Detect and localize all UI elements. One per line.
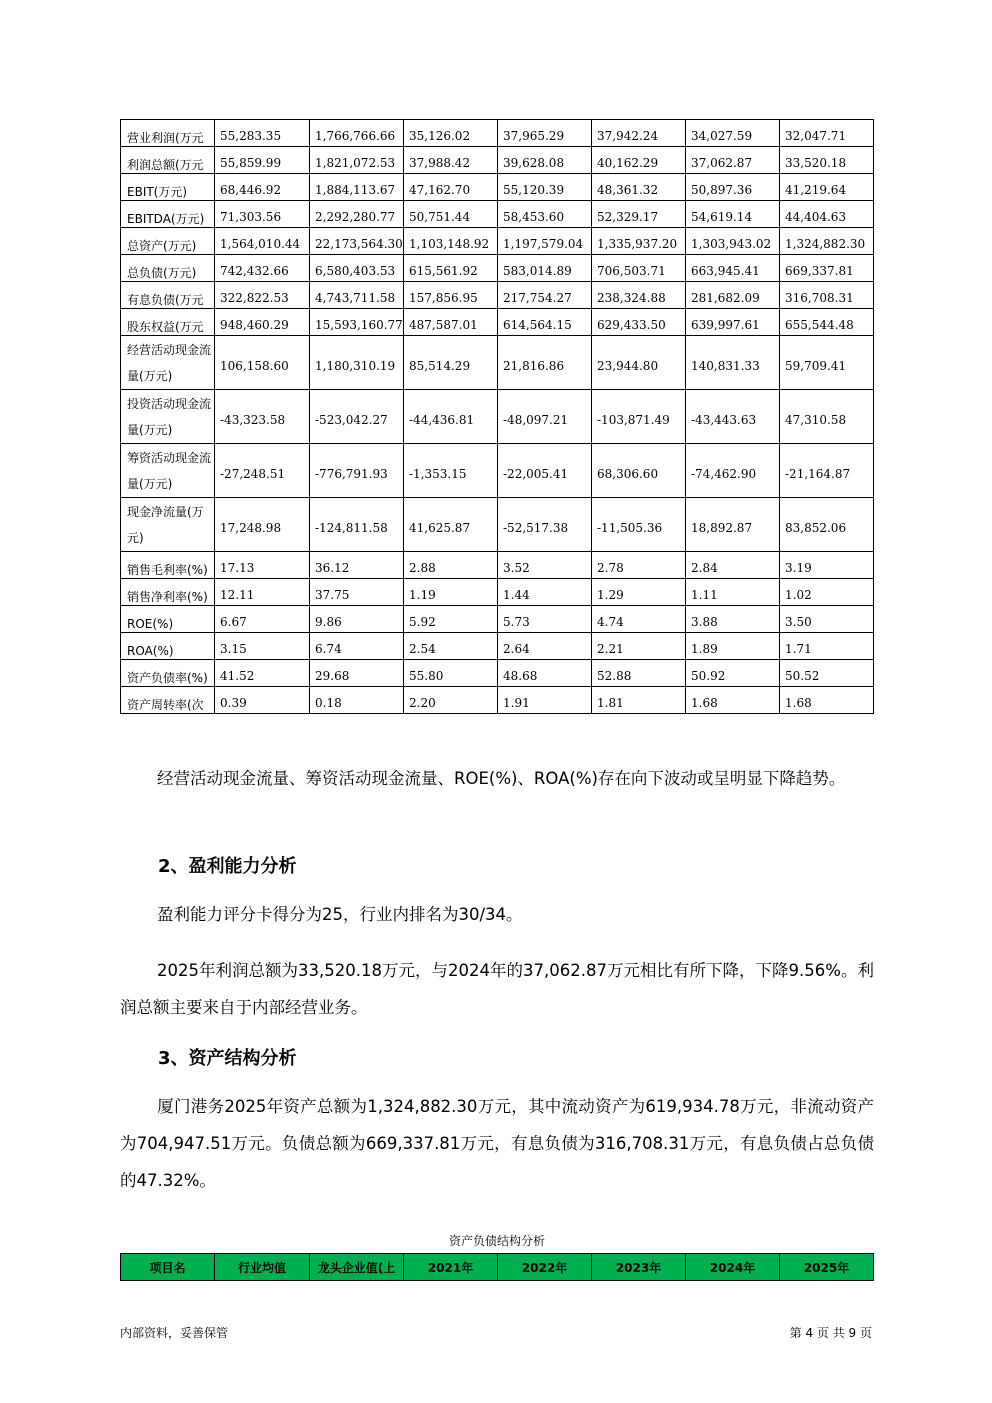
cell-value: 52,329.17 [592, 201, 686, 228]
cell-value: 52.88 [592, 660, 686, 687]
cell-value: -74,462.90 [686, 444, 780, 498]
cell-value: 1,324,882.30 [780, 228, 874, 255]
cell-value: 22,173,564.30 [310, 228, 404, 255]
row-label: 营业利润(万元 [121, 120, 215, 147]
row-label: 总负债(万元) [121, 255, 215, 282]
cell-value: 1,821,072.53 [310, 147, 404, 174]
table-row [121, 444, 874, 498]
cell-value: 655,544.48 [780, 309, 874, 336]
cell-value: 2,292,280.77 [310, 201, 404, 228]
cell-value: 3.15 [215, 633, 310, 660]
column-header: 龙头企业值(上 [310, 1254, 404, 1281]
cell-value: 12.11 [215, 579, 310, 606]
cell-value: 40,162.29 [592, 147, 686, 174]
cell-value: 0.39 [215, 687, 310, 714]
cell-value: 18,892.87 [686, 498, 780, 552]
cell-value: 2.20 [404, 687, 498, 714]
column-header: 2021年 [404, 1254, 498, 1281]
cell-value: 1,180,310.19 [310, 336, 404, 390]
cell-value: 9.86 [310, 606, 404, 633]
cell-value: 615,561.92 [404, 255, 498, 282]
table-row [121, 228, 874, 255]
cell-value: 5.73 [498, 606, 592, 633]
cell-value: -52,517.38 [498, 498, 592, 552]
cell-value: 238,324.88 [592, 282, 686, 309]
cell-value: 3.50 [780, 606, 874, 633]
column-header: 2023年 [592, 1254, 686, 1281]
cell-value: 140,831.33 [686, 336, 780, 390]
cell-value: 1.81 [592, 687, 686, 714]
table-row [121, 606, 874, 633]
cell-value: 1.68 [686, 687, 780, 714]
table-row [121, 687, 874, 714]
row-label: 现金净流量(万元) [121, 498, 215, 552]
cell-value: 2.54 [404, 633, 498, 660]
footer-confidential-note: 内部资料，妥善保管 [120, 1326, 229, 1340]
cell-value: -27,248.51 [215, 444, 310, 498]
cell-value: 34,027.59 [686, 120, 780, 147]
cell-value: 37,062.87 [686, 147, 780, 174]
cell-value: 32,047.71 [780, 120, 874, 147]
cell-value: 316,708.31 [780, 282, 874, 309]
cell-value: -43,323.58 [215, 390, 310, 444]
cell-value: 48.68 [498, 660, 592, 687]
row-label: EBIT(万元) [121, 174, 215, 201]
cell-value: 2.64 [498, 633, 592, 660]
cell-value: -523,042.27 [310, 390, 404, 444]
cell-value: 3.52 [498, 552, 592, 579]
financial-metrics-table [120, 119, 874, 714]
table-row [121, 255, 874, 282]
cell-value: 4.74 [592, 606, 686, 633]
cell-value: 1.19 [404, 579, 498, 606]
cell-value: 15,593,160.77 [310, 309, 404, 336]
cell-value: 1.89 [686, 633, 780, 660]
table-row [121, 120, 874, 147]
cell-value: 50,751.44 [404, 201, 498, 228]
cell-value: 35,126.02 [404, 120, 498, 147]
cell-value: 37,965.29 [498, 120, 592, 147]
cell-value: 948,460.29 [215, 309, 310, 336]
cell-value: 6,580,403.53 [310, 255, 404, 282]
table-row [121, 579, 874, 606]
column-header: 项目名 [121, 1254, 215, 1281]
cell-value: 58,453.60 [498, 201, 592, 228]
cell-value: 71,303.56 [215, 201, 310, 228]
row-label: ROA(%) [121, 633, 215, 660]
cell-value: 68,306.60 [592, 444, 686, 498]
cell-value: 2.88 [404, 552, 498, 579]
cell-value: 281,682.09 [686, 282, 780, 309]
cell-value: 47,162.70 [404, 174, 498, 201]
cell-value: -11,505.36 [592, 498, 686, 552]
cell-value: -48,097.21 [498, 390, 592, 444]
cell-value: 55,120.39 [498, 174, 592, 201]
row-label: 总资产(万元) [121, 228, 215, 255]
cell-value: -43,443.63 [686, 390, 780, 444]
cell-value: 1,335,937.20 [592, 228, 686, 255]
table-row [121, 336, 874, 390]
cell-value: 37,988.42 [404, 147, 498, 174]
footer-page-number: 第 4 页 共 9 页 [789, 1326, 872, 1340]
cell-value: -21,164.87 [780, 444, 874, 498]
cell-value: -44,436.81 [404, 390, 498, 444]
cell-value: 1.11 [686, 579, 780, 606]
asset-detail-paragraph: 厦门港务2025年资产总额为1,324,882.30万元，其中流动资产为619,934.78万元，非流动资产为704,947.51万元。负债总额为669,337.81万元，有息负债为316,708.31万元，有息负债占总负债的47.32%。 [120, 1097, 874, 1190]
table-row [121, 309, 874, 336]
table-row [121, 552, 874, 579]
row-label: EBITDA(万元) [121, 201, 215, 228]
cell-value: -776,791.93 [310, 444, 404, 498]
cell-value: 2.78 [592, 552, 686, 579]
trend-paragraph: 经营活动现金流量、筹资活动现金流量、ROE(%)、ROA(%)存在向下波动或呈明显下降趋势。 [157, 769, 846, 788]
cell-value: 23,944.80 [592, 336, 686, 390]
row-label: 销售毛利率(%) [121, 552, 215, 579]
cell-value: 68,446.92 [215, 174, 310, 201]
cell-value: 6.67 [215, 606, 310, 633]
cell-value: 4,743,711.58 [310, 282, 404, 309]
cell-value: 106,158.60 [215, 336, 310, 390]
cell-value: 2.84 [686, 552, 780, 579]
cell-value: 55,283.35 [215, 120, 310, 147]
table-row [121, 633, 874, 660]
cell-value: 217,754.27 [498, 282, 592, 309]
cell-value: 33,520.18 [780, 147, 874, 174]
table-row [121, 390, 874, 444]
cell-value: 41,625.87 [404, 498, 498, 552]
cell-value: 6.74 [310, 633, 404, 660]
cell-value: 85,514.29 [404, 336, 498, 390]
cell-value: 663,945.41 [686, 255, 780, 282]
table-row [121, 174, 874, 201]
table-row [121, 282, 874, 309]
row-label: 筹资活动现金流量(万元) [121, 444, 215, 498]
cell-value: 37.75 [310, 579, 404, 606]
row-label: 利润总额(万元 [121, 147, 215, 174]
cell-value: 157,856.95 [404, 282, 498, 309]
profit-score-paragraph: 盈利能力评分卡得分为25，行业内排名为30/34。 [157, 905, 523, 924]
cell-value: 44,404.63 [780, 201, 874, 228]
cell-value: 1.91 [498, 687, 592, 714]
cell-value: 39,628.08 [498, 147, 592, 174]
column-header: 2024年 [686, 1254, 780, 1281]
cell-value: 17.13 [215, 552, 310, 579]
table-row [121, 660, 874, 687]
cell-value: 1,564,010.44 [215, 228, 310, 255]
cell-value: 37,942.24 [592, 120, 686, 147]
cell-value: 83,852.06 [780, 498, 874, 552]
cell-value: 583,014.89 [498, 255, 592, 282]
cell-value: 1,884,113.67 [310, 174, 404, 201]
cell-value: -1,353.15 [404, 444, 498, 498]
column-header: 2022年 [498, 1254, 592, 1281]
cell-value: 1,303,943.02 [686, 228, 780, 255]
cell-value: 17,248.98 [215, 498, 310, 552]
cell-value: 41.52 [215, 660, 310, 687]
cell-value: 29.68 [310, 660, 404, 687]
cell-value: 1,766,766.66 [310, 120, 404, 147]
cell-value: -124,811.58 [310, 498, 404, 552]
row-label: 销售净利率(%) [121, 579, 215, 606]
column-header: 行业均值 [215, 1254, 310, 1281]
cell-value: -22,005.41 [498, 444, 592, 498]
cell-value: 1.29 [592, 579, 686, 606]
asset-liability-structure-table [120, 1253, 874, 1281]
cell-value: 50,897.36 [686, 174, 780, 201]
profit-analysis-heading: 2、盈利能力分析 [158, 856, 297, 877]
cell-value: 1.44 [498, 579, 592, 606]
asset-structure-heading: 3、资产结构分析 [158, 1048, 297, 1069]
cell-value: 742,432.66 [215, 255, 310, 282]
row-label: 经营活动现金流量(万元) [121, 336, 215, 390]
cell-value: 1,103,148.92 [404, 228, 498, 255]
cell-value: 1.68 [780, 687, 874, 714]
cell-value: 48,361.32 [592, 174, 686, 201]
cell-value: 1.02 [780, 579, 874, 606]
row-label: 资产周转率(次 [121, 687, 215, 714]
cell-value: 629,433.50 [592, 309, 686, 336]
cell-value: 0.18 [310, 687, 404, 714]
cell-value: 487,587.01 [404, 309, 498, 336]
cell-value: 55,859.99 [215, 147, 310, 174]
cell-value: 706,503.71 [592, 255, 686, 282]
row-label: ROE(%) [121, 606, 215, 633]
cell-value: 3.19 [780, 552, 874, 579]
table-row [121, 147, 874, 174]
column-header: 2025年 [780, 1254, 874, 1281]
cell-value: 639,997.61 [686, 309, 780, 336]
cell-value: 21,816.86 [498, 336, 592, 390]
cell-value: 55.80 [404, 660, 498, 687]
cell-value: 1,197,579.04 [498, 228, 592, 255]
cell-value: 322,822.53 [215, 282, 310, 309]
table-row [121, 498, 874, 552]
profit-detail-paragraph: 2025年利润总额为33,520.18万元，与2024年的37,062.87万元相比有所下降，下降9.56%。利润总额主要来自于内部经营业务。 [120, 961, 874, 1017]
row-label: 股东权益(万元 [121, 309, 215, 336]
cell-value: 41,219.64 [780, 174, 874, 201]
cell-value: 47,310.58 [780, 390, 874, 444]
row-label: 投资活动现金流量(万元) [121, 390, 215, 444]
cell-value: 1.71 [780, 633, 874, 660]
cell-value: 5.92 [404, 606, 498, 633]
table-row [121, 201, 874, 228]
cell-value: 614,564.15 [498, 309, 592, 336]
structure-table-caption: 资产负债结构分析 [448, 1234, 545, 1248]
cell-value: 2.21 [592, 633, 686, 660]
cell-value: 669,337.81 [780, 255, 874, 282]
cell-value: 36.12 [310, 552, 404, 579]
row-label: 资产负债率(%) [121, 660, 215, 687]
cell-value: 54,619.14 [686, 201, 780, 228]
row-label: 有息负债(万元 [121, 282, 215, 309]
cell-value: 50.52 [780, 660, 874, 687]
cell-value: 59,709.41 [780, 336, 874, 390]
cell-value: 3.88 [686, 606, 780, 633]
cell-value: 50.92 [686, 660, 780, 687]
cell-value: -103,871.49 [592, 390, 686, 444]
